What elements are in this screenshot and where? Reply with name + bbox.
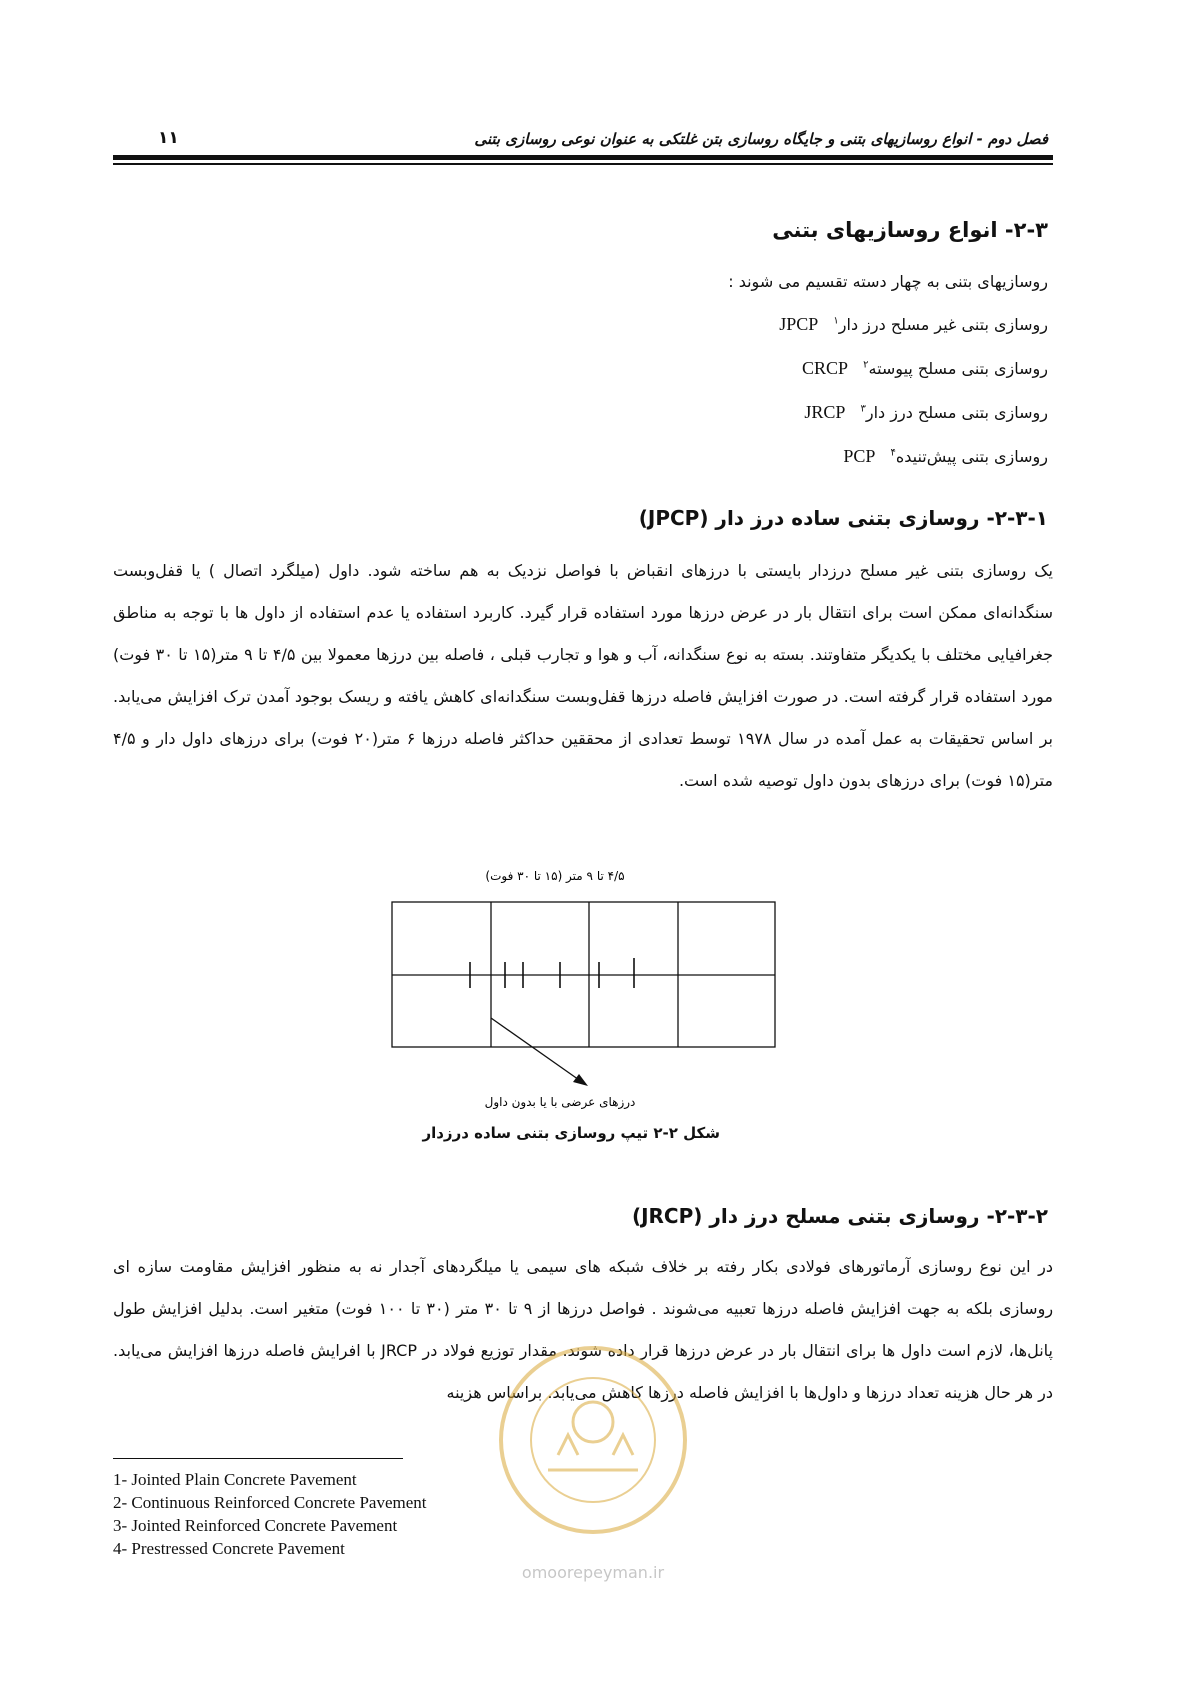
footnote-ref: ۳ <box>860 403 866 415</box>
pavement-type-item <box>804 402 1048 423</box>
watermark-url: omoorepeyman.ir <box>521 1563 665 1582</box>
pavement-type-label: روسازی بتنی مسلح درز دار <box>865 403 1048 422</box>
header-rule-thin <box>113 163 1053 165</box>
seal-inner-ring <box>531 1378 655 1502</box>
footnote-item: 4- Prestressed Concrete Pavement <box>113 1539 345 1558</box>
pavement-type-abbr: JPCP <box>779 314 819 334</box>
section-title-jpcp: ۲-۳-۱- روسازی بتنی ساده درز دار (JPCP) <box>638 506 1048 530</box>
figure-top-label: ۴/۵ تا ۹ متر (۱۵ تا ۳۰ فوت) <box>485 869 625 883</box>
paragraph-jrcp: در این نوع روسازی آرماتورهای فولادی بکار رفته بر خلاف شبکه های سیمی یا میلگردهای آجدار نه به منظور افزایش مقاومت سازه ای روسازی بلکه به جهت افزایش فاصله درزها تعبیه می‌شوند . فواصل درزها از ۹ تا ۳۰ متر (۳۰ تا ۱۰۰ فوت) متغیر است. بدلیل افزایش طول پانل‌ها، لازم است داول ها برای انتقال بار در عرض درزها قرار داده شوند. مقدار توزیع فولاد در JRCP با افرایش فاصله درزها افزایش می‌یابد. در هر حال هزینه تعداد درزها و داول‌ها با افزایش فاصله درزها کاهش می‌یابد. براساس هزینه <box>113 1257 1054 1402</box>
figure-arrow-label: درزهای عرضی با یا بدون داول <box>484 1095 636 1109</box>
footnotes <box>113 1468 426 1560</box>
seal-center-emblem <box>573 1402 613 1442</box>
footnote-ref: ۴ <box>890 447 896 459</box>
section-title-pavement-types: ۲-۳- انواع روسازیهای بتنی <box>772 218 1048 242</box>
pavement-type-label: روسازی بتنی پیش‌تنیده <box>895 447 1048 466</box>
pointer-arrow <box>491 1018 582 1082</box>
pavement-type-label: روسازی بتنی مسلح پیوسته <box>868 359 1048 378</box>
arrow-head-icon <box>573 1074 588 1086</box>
footnote-ref: ۱ <box>833 315 839 327</box>
footnote-item: 2- Continuous Reinforced Concrete Pavement <box>113 1493 427 1512</box>
footnote-rule <box>113 1458 403 1459</box>
pavement-type-abbr: PCP <box>843 446 876 466</box>
section-title-jrcp: ۲-۳-۲- روسازی بتنی مسلح درز دار (JRCP) <box>631 1204 1048 1228</box>
page-number: ۱۱ <box>158 128 179 148</box>
pavement-type-item <box>779 314 1048 335</box>
footnote-item: 1- Jointed Plain Concrete Pavement <box>113 1470 357 1489</box>
seal-outer-ring <box>501 1348 685 1532</box>
running-header-title: فصل دوم - انواع روسازیهای بتنی و جایگاه روسازی بتن غلتکی به عنوان نوعی روسازی بتنی <box>474 130 1048 148</box>
watermark-seal <box>478 1330 708 1590</box>
seal-scales-icon <box>548 1435 638 1470</box>
pavement-type-abbr: CRCP <box>801 358 849 378</box>
pavement-type-item <box>843 446 1048 467</box>
section-intro: روسازیهای بتنی به چهار دسته تقسیم می شوند : <box>728 272 1048 291</box>
pavement-type-item <box>802 358 1048 379</box>
pavement-type-abbr: JRCP <box>804 402 846 422</box>
figure-caption: شکل ۲-۲ تیپ روسازی بتنی ساده درزدار <box>422 1124 720 1142</box>
figure-jpcp-diagram <box>380 860 800 1110</box>
footnote-ref: ۲ <box>863 359 869 371</box>
header-rule-thick <box>113 155 1053 160</box>
pavement-type-label: روسازی بتنی غیر مسلح درز دار <box>838 315 1048 334</box>
paragraph-jpcp: یک روسازی بتنی غیر مسلح درزدار بایستی با درزهای انقباض با فواصل نزدیک به هم ساخته شود. داول (میلگرد اتصال ) یا قفل‌وبست سنگدانه‌ای ممکن است برای انتقال بار در عرض درزها مورد استفاده قرار گیرد. کاربرد استفاده یا عدم استفاده از داول ها با توجه به مناطق جغرافیایی مختلف با یکدیگر متفاوتند. بسته به نوع سنگدانه، آب و هوا و تجارب قبلی ، فاصله بین درزها معمولا بین ۴/۵ تا ۹ متر(۱۵ تا ۳۰ فوت) مورد استفاده قرار گرفته است. در صورت افزایش فاصله درزها قفل‌وبست سنگدانه‌ای کاهش یافته و ریسک بوجود آمدن ترک افزایش می‌یابد. بر اساس تحقیقات به عمل آمده در سال ۱۹۷۸ توسط تعدادی از محققین حداکثر فاصله درزها ۶ متر(۲۰ فوت) برای درزهای داول دار و ۴/۵ متر(۱۵ فوت) برای درزهای بدون داول توصیه شده است. <box>113 561 1054 790</box>
footnote-item: 3- Jointed Reinforced Concrete Pavement <box>113 1516 398 1535</box>
